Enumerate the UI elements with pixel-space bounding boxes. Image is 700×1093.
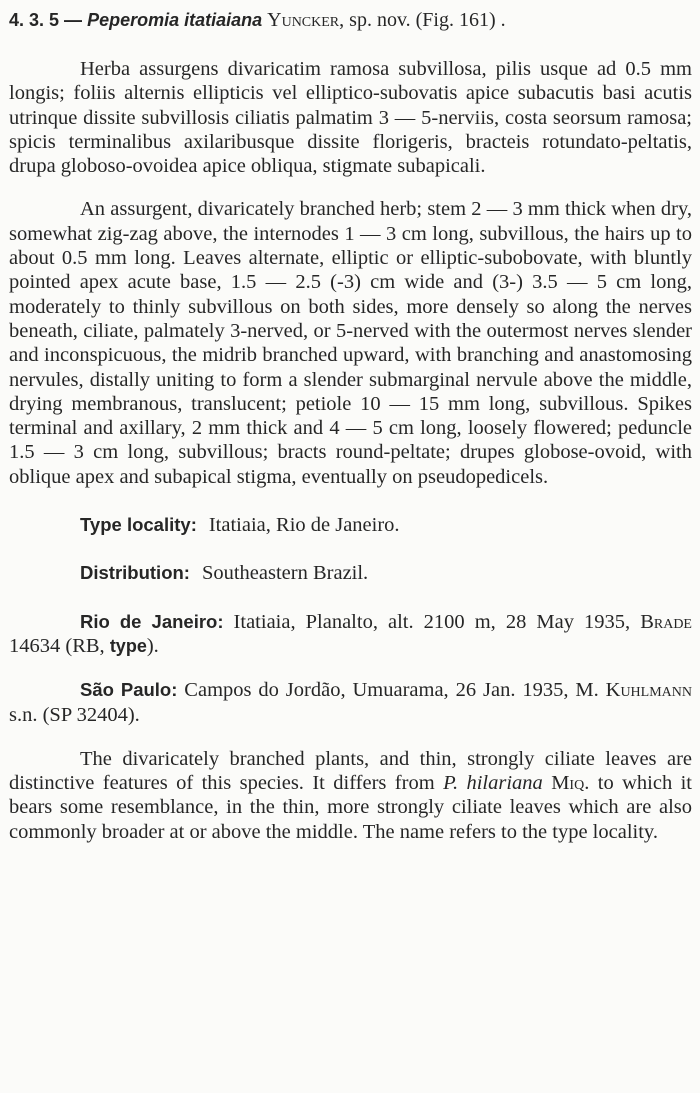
specimen-closing: ). bbox=[146, 634, 159, 657]
type-locality-value: Itatiaia, Rio de Janeiro. bbox=[208, 514, 400, 537]
heading-dash: — bbox=[59, 10, 88, 30]
section-number: 4. 3. 5 bbox=[9, 10, 60, 30]
species-heading bbox=[9, 8, 692, 32]
distribution bbox=[9, 561, 692, 585]
type-designation: type bbox=[109, 635, 147, 656]
species-epithet: itatiaiana bbox=[184, 10, 263, 30]
distribution-label: Distribution: bbox=[80, 562, 190, 584]
collector-name: Brade bbox=[640, 610, 692, 633]
specimen-details: Itatiaia, Planalto, alt. 2100 m, 28 May 1935, bbox=[223, 610, 641, 633]
discussion-text: The divaricately branched plants, and thin, strongly ciliate leaves are distinctive features of this species. It differs from bbox=[9, 747, 692, 795]
specimen-number: 14634 (RB, bbox=[9, 634, 110, 657]
specimen-region-label: São Paulo: bbox=[80, 679, 178, 701]
compared-species-author: Miq. bbox=[551, 772, 590, 795]
type-locality-label: Type locality: bbox=[80, 514, 197, 536]
english-description: An assurgent, divaricately branched herb; stem 2 — 3 mm thick when dry, somewhat zig-zag above, the internodes 1 — 3 cm long, subvillous, the hairs up to about 0.5 mm long. Leaves alternate, elliptic or elliptic-subobovate, with bluntly pointed apex acute base, 1.5 — 2.5 (-3) cm wide and (3-) 3.5 — 5 cm long, moderately to thinly subvillous on both sides, more densely so along the nerves beneath, ciliate, palmately 3-nerved, or 5-nerved with the outermost nerves slender and inconspicuous, the midrib branched upward, with branching and anastomosing nervules, distally uniting to form a slender submarginal nervule above the middle, drying membranous, translucent; petiole 10 — 15 mm long, subvillous. Spikes terminal and axillary, 2 mm thick and 4 — 5 cm long, loosely flowered; peduncle 1.5 — 3 cm long, subvillous; bracts round-peltate; drupes globose-ovoid, with oblique apex and subapical stigma, eventually on pseudopedicels. bbox=[9, 198, 692, 488]
specimen-number: s.n. (SP 32404). bbox=[9, 703, 140, 726]
genus-name: Peperomia bbox=[87, 10, 180, 30]
author-name: Yuncker bbox=[267, 9, 340, 31]
distribution-value: Southeastern Brazil. bbox=[201, 562, 369, 585]
discussion-paragraph bbox=[9, 747, 692, 844]
type-locality bbox=[9, 513, 692, 537]
specimen-region-label: Rio de Janeiro: bbox=[80, 610, 224, 632]
discussion-text-end: to which it bears some resemblance, in the thin, more strongly ciliate leaves which are also commonly broader at or above the middle. The name refers to the type locality. bbox=[9, 772, 692, 843]
collector-name: Kuhlmann bbox=[605, 679, 692, 702]
latin-description: Herba assurgens divaricatim ramosa subvillosa, pilis usque ad 0.5 mm longis; foliis alternis ellipticis vel elliptico-subovatis apice subacutis basi acutis utrinque dissite subvillosis ciliatis palmatim 3 — 5-nerviis, costa seorsum ramosa; spicis terminalibus axilaribusque dissite florigeris, bracteis rotundato-peltatis, drupa globoso-ovoidea apice obliqua, stigmate subapicali. bbox=[9, 58, 692, 178]
specimen-record bbox=[9, 610, 692, 659]
heading-status: , sp. nov. (Fig. 161) . bbox=[339, 9, 506, 31]
specimen-record bbox=[9, 678, 692, 727]
specimen-details: Campos do Jordão, Umuarama, 26 Jan. 1935, M. bbox=[177, 679, 606, 702]
compared-species: P. hilariana bbox=[443, 772, 543, 795]
